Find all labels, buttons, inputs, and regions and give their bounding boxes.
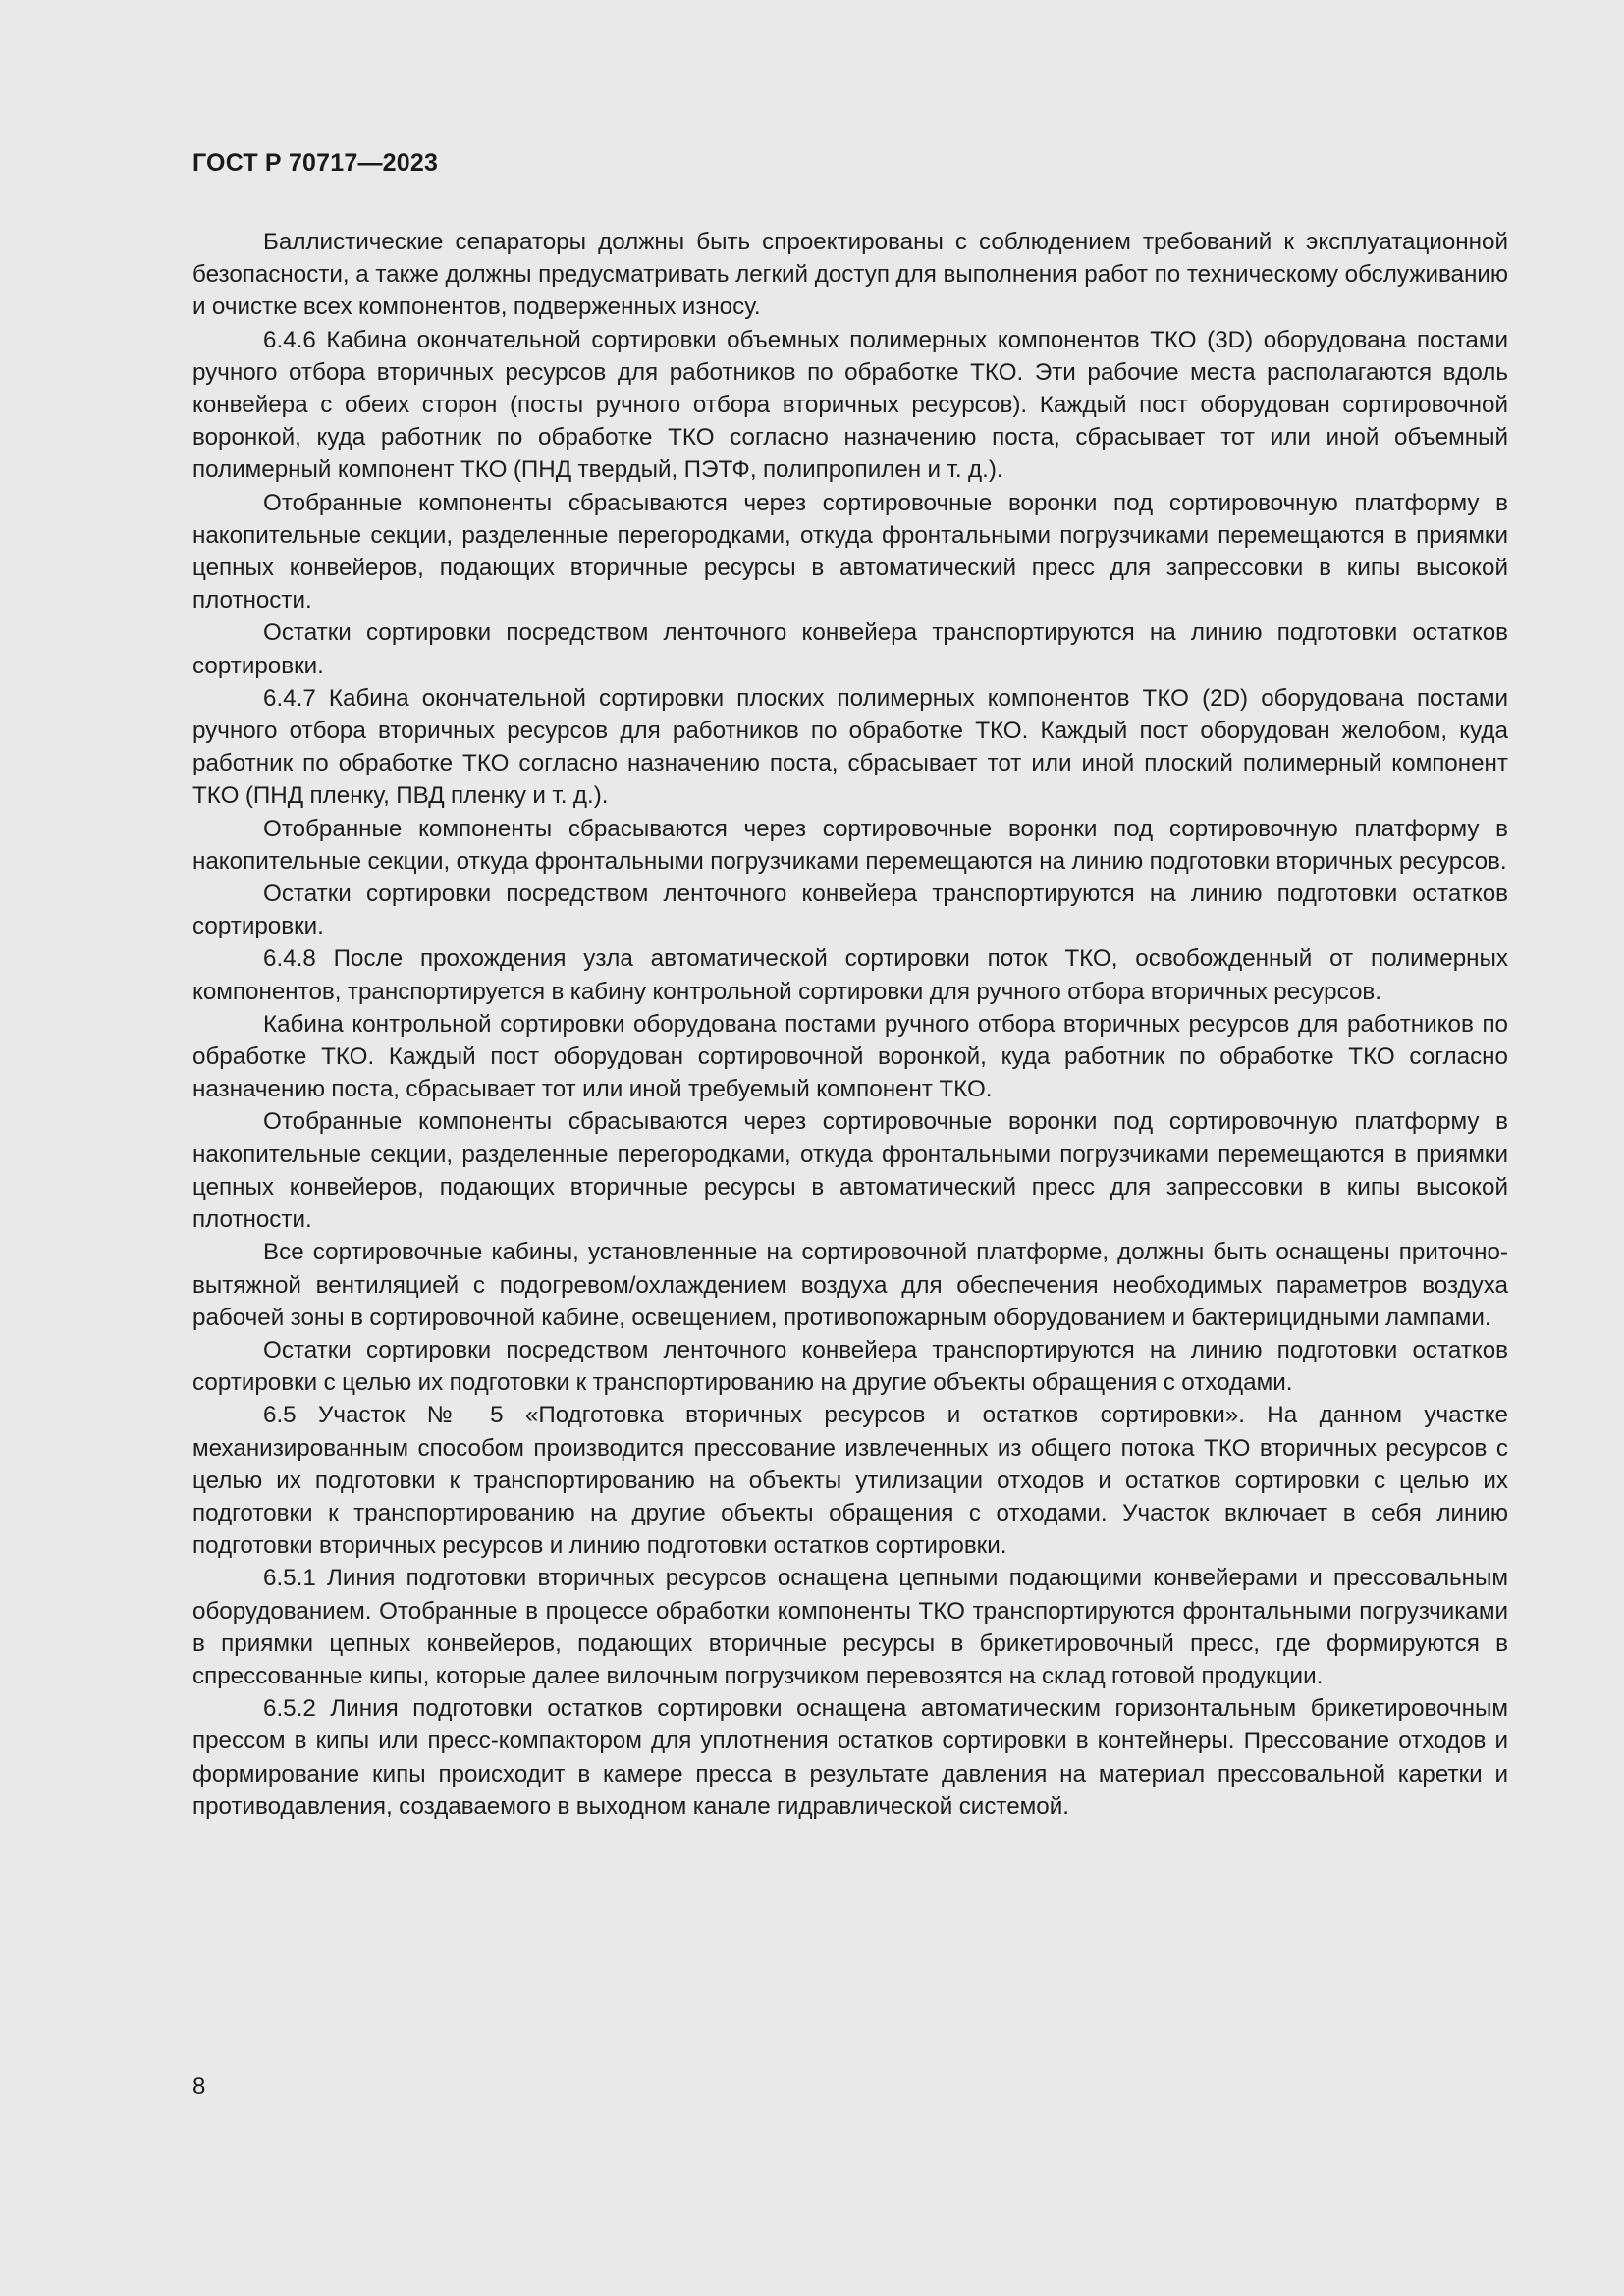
document-body — [192, 226, 1508, 1823]
paragraph: Все сортировочные кабины, установленные на сортировочной платформе, должны быть оснащены приточно-вытяжной вентиляцией с подогревом/охлаждением воздуха для обеспечения необходимых параметров воздуха рабочей зоны в сортировочной кабине, освещением, противопожарным оборудованием и бактерицидными лампами. — [192, 1239, 1508, 1331]
paragraph: Кабина контрольной сортировки оборудована постами ручного отбора вторичных ресурсов для работников по обработке ТКО. Каждый пост оборудован сортировочной воронкой, куда работник по обработке ТКО согласно назначению поста, сбрасывает тот или иной требуемый компонент ТКО. — [192, 1010, 1508, 1103]
page-number: 8 — [192, 2073, 206, 2100]
paragraph: Отобранные компоненты сбрасываются через сортировочные воронки под сортировочную платформу в накопительные секции, откуда фронтальными погрузчиками перемещаются на линию подготовки вторичных ресурсов. — [192, 815, 1508, 875]
paragraph: 6.5 Участок № 5 «Подготовка вторичных ресурсов и остатков сортировки». На данном участке механизированным способом производится прессование извлеченных из общего потока ТКО вторичных ресурсов с целью их подготовки к транспортированию на объекты утилизации отходов и остатков сортировки с целью их подготовки к транспортированию на другие объекты обращения с отходами. Участок включает в себя линию подготовки вторичных ресурсов и линию подготовки остатков сортировки. — [192, 1402, 1508, 1560]
paragraph: Остатки сортировки посредством ленточного конвейера транспортируются на линию подготовки остатков сортировки с целью их подготовки к транспортированию на другие объекты обращения с отходами. — [192, 1336, 1508, 1397]
document-header: ГОСТ Р 70717—2023 — [192, 149, 439, 177]
paragraph: 6.5.2 Линия подготовки остатков сортировки оснащена автоматическим горизонтальным брикетировочным прессом в кипы или пресс-компактором для уплотнения остатков сортировки в контейнеры. Прессование отходов и формирование кипы происходит в камере пресса в результате давления на материал прессовальной каретки и противодавления, создаваемого в выходном канале гидравлической системой. — [192, 1695, 1508, 1820]
paragraph: Остатки сортировки посредством ленточного конвейера транспортируются на линию подготовки остатков сортировки. — [192, 881, 1508, 940]
paragraph: 6.5.1 Линия подготовки вторичных ресурсов оснащена цепными подающими конвейерами и прессовальным оборудованием. Отобранные в процессе обработки компоненты ТКО транспортируются фронтальными погрузчиками в приямки цепных конвейеров, подающих вторичные ресурсы в брикетировочный пресс, где формируются в спрессованные кипы, которые далее вилочным погрузчиком перевозятся на склад готовой продукции. — [192, 1565, 1508, 1689]
paragraph: 6.4.8 После прохождения узла автоматической сортировки поток ТКО, освобожденный от полимерных компонентов, транспортируется в кабину контрольной сортировки для ручного отбора вторичных ресурсов. — [192, 945, 1508, 1005]
paragraph: Отобранные компоненты сбрасываются через сортировочные воронки под сортировочную платформу в накопительные секции, разделенные перегородками, откуда фронтальными погрузчиками перемещаются в приямки цепных конвейеров, подающих вторичные ресурсы в автоматический пресс для запрессовки в кипы высокой плотности. — [192, 489, 1508, 614]
paragraph: Остатки сортировки посредством ленточного конвейера транспортируются на линию подготовки остатков сортировки. — [192, 619, 1508, 679]
paragraph: Отобранные компоненты сбрасываются через сортировочные воронки под сортировочную платформу в накопительные секции, разделенные перегородками, откуда фронтальными погрузчиками перемещаются в приямки цепных конвейеров, подающих вторичные ресурсы в автоматический пресс для запрессовки в кипы высокой плотности. — [192, 1108, 1508, 1234]
paragraph: Баллистические сепараторы должны быть спроектированы с соблюдением требований к эксплуатационной безопасности, а также должны предусматривать легкий доступ для выполнения работ по техническому обслуживанию и очистке всех компонентов, подверженных износу. — [192, 229, 1508, 321]
paragraph: 6.4.6 Кабина окончательной сортировки объемных полимерных компонентов ТКО (3D) оборудована постами ручного отбора вторичных ресурсов для работников по обработке ТКО. Эти рабочие места располагаются вдоль конвейера с обеих сторон (посты ручного отбора вторичных ресурсов). Каждый пост оборудован сортировочной воронкой, куда работник по обработке ТКО согласно назначению поста, сбрасывает тот или иной объемный полимерный компонент ТКО (ПНД твердый, ПЭТФ, полипропилен и т. д.). — [192, 326, 1508, 484]
paragraph: 6.4.7 Кабина окончательной сортировки плоских полимерных компонентов ТКО (2D) оборудована постами ручного отбора вторичных ресурсов для работников по обработке ТКО. Каждый пост оборудован желобом, куда работник по обработке ТКО согласно назначению поста, сбрасывает тот или иной плоский полимерный компонент ТКО (ПНД пленку, ПВД пленку и т. д.). — [192, 684, 1508, 810]
